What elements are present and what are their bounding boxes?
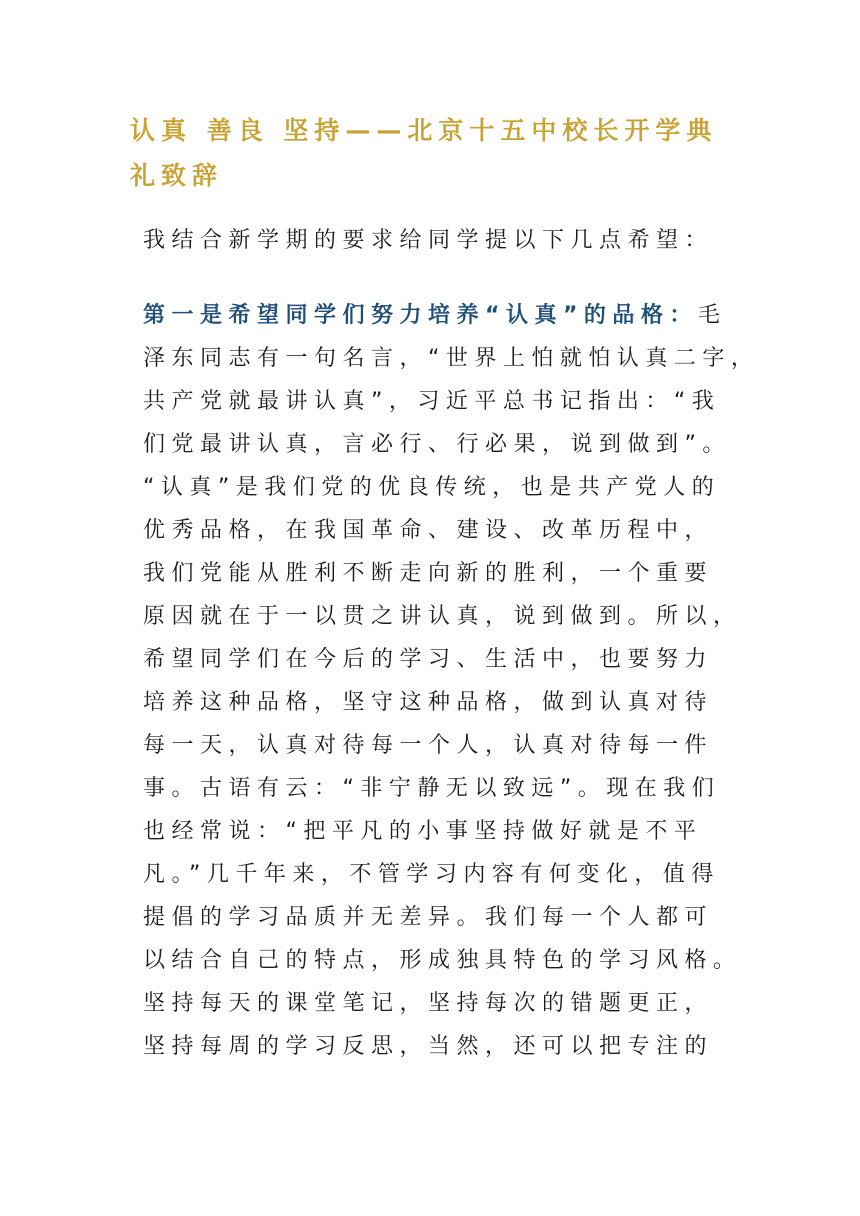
paragraph-line: “认真”是我们党的优良传统，也是共产党人的 [143, 475, 721, 500]
paragraph-line: 共产党就最讲认真”，习近平总书记指出：“我 [143, 389, 721, 414]
document-title: 认真 善良 坚持——北京十五中校长开学典礼致辞 [130, 116, 718, 190]
intro-paragraph: 我结合新学期的要求给同学提以下几点希望： [143, 228, 714, 253]
paragraph-line: 培养这种品格，坚守这种品格，做到认真对待 [143, 690, 714, 715]
paragraph-line: 们党最讲认真，言必行、行必果，说到做到”。 [143, 432, 731, 457]
paragraph-line: 以结合自己的特点，形成独具特色的学习风格。 [143, 948, 742, 973]
paragraph-line: 希望同学们在今后的学习、生活中，也要努力 [143, 647, 714, 672]
paragraph-line [143, 294, 743, 337]
paragraph-line: 坚持每天的课堂笔记，坚持每次的错题更正， [143, 991, 714, 1016]
point-one-lead: 第一是希望同学们努力培养“认真”的品格： [143, 303, 698, 328]
point-one-paragraph [143, 294, 760, 1068]
paragraph-line: 优秀品格，在我国革命、建设、改革历程中， [143, 518, 714, 543]
paragraph-line: 原因就在于一以贯之讲认真，说到做到。所以， [143, 604, 742, 629]
paragraph-line: 我们党能从胜利不断走向新的胜利，一个重要 [143, 561, 714, 586]
paragraph-line: 坚持每周的学习反思，当然，还可以把专注的 [143, 1034, 714, 1059]
paragraph-line-text: 毛 [697, 303, 727, 328]
paragraph-line: 泽东同志有一句名言，“世界上怕就怕认真二字， [143, 346, 760, 371]
paragraph-line: 凡。”几千年来，不管学习内容有何变化，值得 [143, 862, 720, 887]
paragraph-line: 事。古语有云：“非宁静无以致远”。现在我们 [143, 776, 721, 801]
paragraph-line: 每一天，认真对待每一个人，认真对待每一件 [143, 733, 714, 758]
paragraph-line: 也经常说：“把平凡的小事坚持做好就是不平 [143, 819, 703, 844]
paragraph-line: 提倡的学习品质并无差异。我们每一个人都可 [143, 905, 714, 930]
